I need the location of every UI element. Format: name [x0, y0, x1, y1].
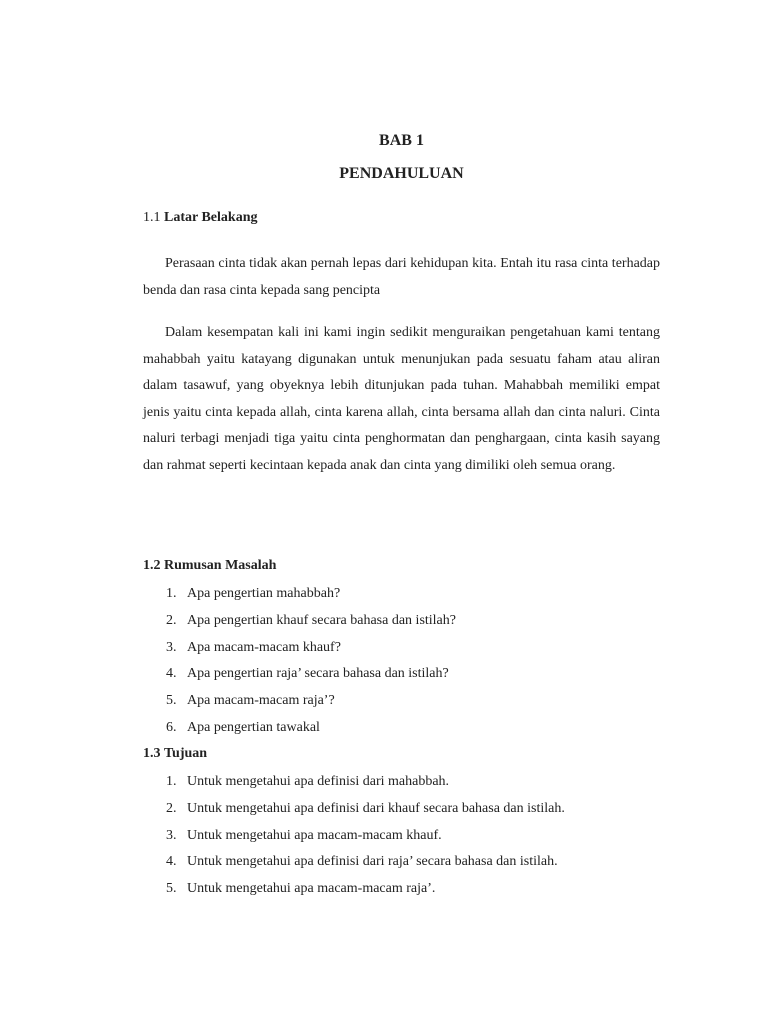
section-number: 1.3	[143, 746, 161, 761]
section-heading-rumusan-masalah	[143, 558, 276, 574]
section-heading-latar-belakang	[143, 210, 257, 226]
tujuan-list	[166, 772, 565, 906]
paragraph-2: Dalam kesempatan kali ini kami ingin sedikit menguraikan pengetahuan kami tentang mahabbah yaitu katayang digunakan untuk menunjukan pada sesuatu faham atau aliran dalam tasawuf, yang obyeknya lebih ditunjukan pada tuhan. Mahabbah memiliki empat jenis yaitu cinta kepada allah, cinta karena allah, cinta bersama allah dan cinta naluri. Cinta naluri terbagi menjadi tiga yaitu cinta penghormatan dan penghargaan, cinta kasih sayang dan rahmat seperti kecintaan kepada anak dan cinta yang dimiliki oleh semua orang.	[143, 325, 660, 473]
chapter-title: PENDAHULUAN	[339, 165, 464, 182]
section-number: 1.1	[143, 210, 161, 225]
list-item: 4. Untuk mengetahui apa definisi dari raja’ secara bahasa dan istilah.	[166, 854, 558, 870]
list-item: 2. Untuk mengetahui apa definisi dari khauf secara bahasa dan istilah.	[166, 800, 565, 816]
list-item: 1. Untuk mengetahui apa definisi dari mahabbah.	[166, 774, 450, 789]
list-item: 1. Apa pengertian mahabbah?	[166, 586, 341, 601]
list-item: 5. Untuk mengetahui apa macam-macam raja’.	[166, 881, 436, 897]
list-item: 2. Apa pengertian khauf secara bahasa dan istilah?	[166, 612, 456, 628]
section-title: Tujuan	[164, 746, 208, 761]
list-item: 3. Apa macam-macam khauf?	[166, 639, 341, 655]
section-number: 1.2	[143, 558, 161, 573]
list-item: 3. Untuk mengetahui apa macam-macam khauf.	[166, 827, 442, 843]
section-heading-tujuan	[143, 746, 207, 762]
paragraph-1: Perasaan cinta tidak akan pernah lepas dari kehidupan kita. Entah itu rasa cinta terhadap benda dan rasa cinta kepada sang pencipta	[143, 256, 660, 298]
rumusan-masalah-list	[166, 584, 456, 745]
list-item: 4. Apa pengertian raja’ secara bahasa dan istilah?	[166, 666, 449, 682]
chapter-number: BAB 1	[379, 132, 424, 149]
section-title: Rumusan Masalah	[164, 558, 277, 573]
list-item: 6. Apa pengertian tawakal	[166, 719, 320, 735]
list-item: 5. Apa macam-macam raja’?	[166, 693, 335, 709]
section-title: Latar Belakang	[164, 210, 258, 225]
